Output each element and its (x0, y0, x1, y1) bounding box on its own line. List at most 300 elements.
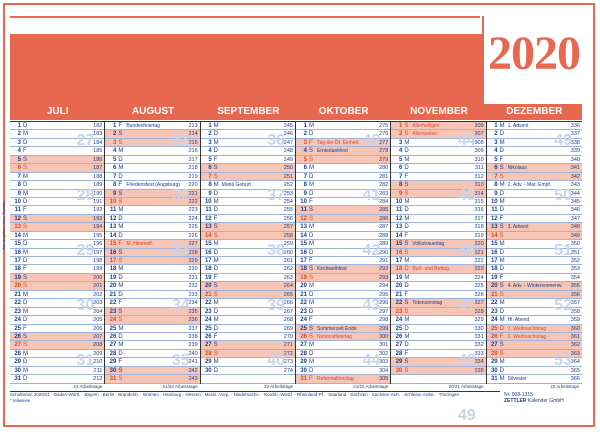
day-number: 14 (14, 232, 21, 239)
day-of-year: 290 (379, 249, 389, 256)
day-number: 17 (395, 258, 403, 264)
day-row (10, 223, 104, 231)
day-row (105, 130, 199, 138)
workdays-row (10, 384, 582, 390)
day-of-year: 342 (570, 173, 580, 180)
day-of-year: 365 (570, 367, 580, 374)
day-row (105, 198, 199, 206)
day-number: 23 (14, 308, 21, 315)
month-header-juli: JULI (46, 106, 69, 117)
weekday-letter: M (213, 258, 219, 264)
day-of-year: 309 (474, 148, 484, 155)
day-row (391, 190, 485, 198)
day-row (10, 249, 104, 257)
day-of-year: 226 (188, 232, 198, 239)
day-number: 29 (14, 359, 21, 366)
day-number: 1 (112, 123, 117, 129)
weekday-letter: D (308, 291, 314, 298)
day-number: 3 (494, 139, 498, 146)
weekday-letter: D (404, 224, 409, 231)
day-row (487, 367, 582, 375)
day-of-year: 247 (283, 139, 293, 146)
day-number: 7 (112, 173, 117, 180)
weekday-letter: D (308, 232, 314, 239)
day-number: 9 (494, 190, 498, 197)
day-number: 15 (300, 241, 307, 248)
weekday-letter: S (118, 249, 123, 256)
day-of-year: 194 (93, 224, 103, 231)
day-of-year: 299 (379, 325, 389, 332)
day-number: 11 (109, 207, 117, 214)
day-row (105, 139, 199, 147)
day-row (391, 232, 485, 240)
day-event: Sommerzeit Ende (316, 325, 357, 332)
day-number: 15 (490, 241, 498, 248)
day-of-year: 330 (474, 325, 484, 332)
day-of-year: 297 (379, 308, 389, 315)
day-of-year: 319 (474, 232, 484, 239)
day-number: 9 (398, 190, 403, 197)
weekday-letter: S (23, 165, 28, 172)
day-row (105, 215, 199, 223)
week-number-watermark: 31 (76, 352, 95, 369)
day-row (487, 240, 582, 248)
day-of-year: 262 (283, 266, 293, 273)
day-of-year: 210 (93, 359, 103, 366)
day-number: 2 (303, 131, 307, 138)
weekday-letter: M (499, 123, 505, 129)
day-of-year: 282 (379, 182, 389, 189)
day-number: 24 (395, 317, 403, 324)
day-row (296, 164, 390, 172)
day-number: 22 (204, 300, 212, 307)
day-number: 9 (303, 190, 307, 197)
day-row (105, 257, 199, 265)
day-of-year: 255 (283, 207, 293, 214)
day-of-year: 345 (570, 198, 580, 205)
day-number: 24 (490, 317, 498, 324)
week-number-watermark: 27 (76, 132, 95, 149)
day-of-year: 229 (188, 258, 198, 264)
product-number: Nr. 908-1315 (504, 392, 533, 398)
day-row (391, 139, 485, 147)
weekday-letter: S (118, 258, 123, 264)
day-of-year: 308 (474, 139, 484, 146)
week-number-watermark: 40 (267, 352, 285, 369)
day-row (201, 130, 295, 138)
day-event: Tag der Dt. Einheit (316, 139, 359, 146)
week-number-watermark: 49 (554, 132, 572, 149)
day-of-year: 327 (474, 300, 484, 307)
day-number: 28 (204, 350, 212, 357)
weekday-letter: S (308, 274, 313, 281)
day-row (10, 291, 104, 299)
day-row (487, 257, 582, 265)
day-of-year: 213 (188, 123, 198, 129)
weekday-letter: M (499, 139, 505, 146)
day-event: Silvester (507, 376, 527, 383)
day-of-year: 307 (474, 131, 484, 138)
day-number: 28 (395, 350, 403, 357)
day-row (391, 341, 485, 349)
weekday-letter: D (118, 291, 123, 298)
day-of-year: 252 (283, 182, 293, 189)
weekday-letter: D (23, 317, 28, 324)
day-number: 31 (490, 376, 498, 383)
day-number: 15 (204, 241, 212, 248)
week-number-watermark: 48 (457, 352, 476, 369)
day-of-year: 274 (283, 367, 293, 374)
day-row (487, 358, 582, 366)
day-row (105, 122, 199, 130)
weekday-letter: F (308, 139, 313, 146)
weekday-letter: S (499, 350, 504, 357)
day-row (10, 181, 104, 189)
day-row (391, 274, 485, 282)
day-row (10, 282, 104, 290)
weekday-letter: M (404, 258, 410, 264)
day-row (105, 350, 199, 358)
day-row (10, 122, 104, 130)
day-row (296, 198, 390, 206)
day-of-year: 183 (93, 131, 103, 138)
day-of-year: 316 (474, 207, 484, 214)
day-of-year: 366 (570, 376, 580, 383)
day-number: 25 (300, 325, 307, 332)
weekday-letter: D (499, 207, 504, 214)
month-column-august (105, 122, 200, 384)
week-number-watermark: 47 (457, 297, 476, 314)
day-of-year: 246 (283, 131, 293, 138)
day-of-year: 239 (188, 342, 198, 349)
day-event: Bundesfeiertag (126, 123, 160, 129)
day-row (296, 122, 390, 130)
day-of-year: 237 (188, 325, 198, 332)
weekday-letter: F (23, 148, 27, 155)
day-number: 26 (395, 333, 403, 340)
day-number: 27 (109, 342, 117, 349)
day-number: 5 (303, 156, 307, 163)
day-row (10, 316, 104, 324)
weekday-letter: S (499, 291, 504, 298)
day-of-year: 256 (283, 215, 293, 222)
day-of-year: 242 (188, 367, 198, 374)
day-of-year: 245 (283, 123, 293, 129)
day-row (391, 240, 485, 248)
week-number-watermark: 30 (76, 297, 95, 314)
day-row (105, 341, 199, 349)
weekday-letter: F (308, 198, 313, 205)
day-row (296, 333, 390, 341)
day-of-year: 318 (474, 224, 484, 231)
weekday-letter: M (499, 182, 505, 189)
day-row (487, 265, 582, 273)
day-number: 14 (109, 232, 117, 239)
day-row (391, 367, 485, 375)
weekday-letter: S (213, 232, 218, 239)
weekday-letter: M (23, 173, 28, 180)
weekday-letter: D (404, 342, 409, 349)
day-of-year: 272 (283, 350, 293, 357)
weekday-letter: S (404, 367, 409, 374)
day-row (201, 122, 295, 130)
weekday-letter: F (499, 156, 504, 163)
day-of-year: 328 (474, 308, 484, 315)
day-number: 23 (490, 308, 498, 315)
month-column-dezember (487, 122, 582, 384)
day-row (487, 341, 582, 349)
day-row (487, 130, 582, 138)
week-number-watermark: 44 (362, 352, 381, 369)
day-number: 10 (300, 198, 307, 205)
day-event: 2. Weihnachtstag (507, 333, 547, 340)
day-number: 1 (398, 123, 403, 129)
day-number: 27 (14, 342, 21, 349)
day-event: Reformationstag (316, 376, 354, 383)
weekday-letter: M (499, 376, 505, 383)
weekday-letter: D (499, 367, 504, 374)
day-of-year: 205 (93, 317, 103, 324)
workdays-november: 20/21 Arbeitstage (448, 384, 484, 389)
day-number: 27 (395, 342, 403, 349)
weekday-letter: M (213, 317, 219, 324)
day-of-year: 353 (570, 266, 580, 273)
day-of-year: 263 (283, 274, 293, 281)
day-number: 18 (395, 266, 403, 273)
weekday-letter: M (404, 215, 410, 222)
day-row (487, 147, 582, 155)
day-number: 1 (303, 123, 307, 129)
day-event: Allerheiligen (412, 123, 440, 129)
day-number: 5 (398, 156, 403, 163)
day-number: 30 (490, 367, 498, 374)
day-row (487, 156, 582, 164)
weekday-letter: D (23, 241, 28, 248)
day-number: 20 (490, 283, 498, 290)
day-of-year: 232 (188, 283, 198, 290)
weekday-letter: S (213, 350, 218, 357)
day-row (201, 308, 295, 316)
weekday-letter: S (118, 308, 123, 315)
weekday-letter: S (118, 198, 123, 205)
day-number: 22 (490, 300, 498, 307)
day-number: 16 (395, 249, 403, 256)
month-column-september (201, 122, 296, 384)
weekday-letter: M (404, 198, 410, 205)
day-row (296, 375, 390, 383)
day-number: 5 (208, 156, 212, 163)
day-row (201, 257, 295, 265)
day-of-year: 190 (93, 190, 103, 197)
day-row (391, 291, 485, 299)
day-number: 30 (204, 367, 212, 374)
weekday-letter: S (499, 342, 504, 349)
day-number: 25 (395, 325, 403, 332)
day-row (105, 181, 199, 189)
year-title: 2020 (488, 27, 580, 80)
day-of-year: 191 (93, 198, 103, 205)
weekday-letter: M (118, 207, 124, 214)
day-of-year: 264 (283, 283, 293, 290)
day-number: 28 (300, 350, 307, 357)
week-number-watermark: 28 (76, 187, 95, 204)
day-number: 26 (490, 333, 498, 340)
day-of-year: 197 (93, 249, 103, 256)
day-row (105, 206, 199, 214)
day-number: 12 (490, 215, 498, 222)
day-number: 2 (494, 131, 498, 138)
day-row (391, 299, 485, 307)
day-event: Kirchweihfest (316, 266, 347, 273)
school-holidays-notes (10, 391, 500, 420)
day-number: 5 (112, 156, 117, 163)
weekday-letter: M (23, 131, 28, 138)
day-row (391, 206, 485, 214)
weekday-letter: S (499, 283, 504, 290)
day-row (105, 274, 199, 282)
day-of-year: 195 (93, 232, 103, 239)
day-row (487, 375, 582, 383)
day-of-year: 351 (570, 249, 580, 256)
empty-day-cell (201, 375, 295, 383)
weekday-letter: M (213, 182, 219, 189)
day-number: 6 (398, 165, 403, 172)
day-of-year: 323 (474, 266, 484, 273)
day-number: 29 (300, 359, 307, 366)
day-of-year: 222 (188, 198, 198, 205)
day-number: 4 (398, 148, 403, 155)
weekday-letter: D (499, 249, 504, 256)
week-number-watermark: 52 (554, 297, 572, 314)
weekday-letter: S (404, 182, 409, 189)
day-row (201, 232, 295, 240)
day-of-year: 196 (93, 241, 103, 248)
day-number: 16 (204, 249, 212, 256)
week-number-watermark: 53 (554, 352, 572, 369)
day-of-year: 339 (570, 148, 580, 155)
weekday-letter: D (213, 131, 218, 138)
day-of-year: 310 (474, 156, 484, 163)
day-row (296, 190, 390, 198)
day-of-year: 332 (474, 342, 484, 349)
day-row (391, 130, 485, 138)
weekday-letter: F (213, 333, 218, 340)
day-row (201, 358, 295, 366)
weekday-letter: D (23, 198, 28, 205)
day-row (10, 350, 104, 358)
day-number: 10 (204, 198, 212, 205)
day-number: 8 (494, 182, 498, 189)
weekday-letter: D (404, 283, 409, 290)
week-number-watermark: 50 (554, 187, 572, 204)
weekday-letter: F (118, 123, 122, 129)
day-number: 17 (109, 258, 117, 264)
day-row (10, 341, 104, 349)
day-of-year: 248 (283, 148, 293, 155)
day-row (296, 223, 390, 231)
day-number: 28 (109, 350, 117, 357)
weekday-letter: D (118, 156, 123, 163)
day-number: 19 (395, 274, 403, 281)
day-row (296, 139, 390, 147)
day-number: 20 (300, 283, 307, 290)
day-row (201, 147, 295, 155)
day-number: 21 (204, 291, 212, 298)
day-event: Buß- und Bettag (412, 266, 449, 273)
day-row (487, 299, 582, 307)
weekday-letter: S (308, 266, 313, 273)
weekday-letter: D (23, 182, 28, 189)
weekday-letter: M (499, 241, 505, 248)
day-of-year: 325 (474, 283, 484, 290)
weekday-letter: S (404, 300, 409, 307)
weekday-letter: S (308, 156, 313, 163)
day-row (391, 308, 485, 316)
day-of-year: 188 (93, 173, 103, 180)
day-row (105, 265, 199, 273)
weekday-letter: M (308, 300, 314, 307)
day-number: 14 (395, 232, 403, 239)
notes-text: Schulferien 2020/21 · Baden-Württ. · Bayern · Berlin · Brandenb. · Bremen · Hamburg · Hessen · Meckl.-Vorp. · Niedersachs. · Nordrh.-Westf. · Rheinland-Pf. · Saarland · Sachsen · Sachsen-Anh. · Schlesw.-Holst. · Thüringen (10, 392, 460, 397)
day-number: 3 (398, 139, 403, 146)
week-number-watermark: 42 (362, 242, 381, 259)
day-of-year: 336 (570, 123, 580, 129)
day-of-year: 231 (188, 274, 198, 281)
day-row (296, 130, 390, 138)
day-of-year: 249 (283, 156, 293, 163)
week-number-watermark: 44 (457, 132, 476, 149)
day-number: 29 (109, 359, 117, 366)
weekday-letter: S (118, 376, 123, 383)
day-of-year: 221 (188, 190, 198, 197)
weekday-letter: M (308, 165, 314, 172)
weekday-letter: D (23, 123, 28, 129)
day-event: 2. Adv. - Mar. Empf. (507, 182, 552, 189)
day-of-year: 321 (474, 249, 484, 256)
day-number: 6 (303, 165, 307, 172)
day-row (201, 325, 295, 333)
day-row (105, 147, 199, 155)
day-number: 3 (208, 139, 212, 146)
day-of-year: 356 (570, 291, 580, 298)
day-row (391, 249, 485, 257)
day-of-year: 334 (474, 359, 484, 366)
day-of-year: 292 (379, 266, 389, 273)
weekday-letter: D (23, 376, 28, 383)
weekday-letter: M (308, 224, 314, 231)
day-number: 16 (490, 249, 498, 256)
day-number: 21 (395, 291, 403, 298)
day-row (487, 139, 582, 147)
day-number: 19 (490, 274, 498, 281)
weekday-letter: M (308, 359, 314, 366)
day-number: 25 (490, 325, 498, 332)
weekday-letter: M (118, 266, 124, 273)
day-row (391, 156, 485, 164)
weekday-letter: S (213, 224, 218, 231)
day-number: 12 (14, 215, 21, 222)
day-number: 18 (300, 266, 307, 273)
day-row (296, 257, 390, 265)
day-row (201, 206, 295, 214)
day-number: 27 (300, 342, 307, 349)
weekday-letter: M (118, 165, 124, 172)
day-number: 22 (14, 300, 21, 307)
weekday-letter: S (213, 173, 218, 180)
weekday-letter: F (118, 241, 122, 248)
weekday-letter: M (23, 232, 28, 239)
weekday-letter: S (308, 207, 313, 214)
